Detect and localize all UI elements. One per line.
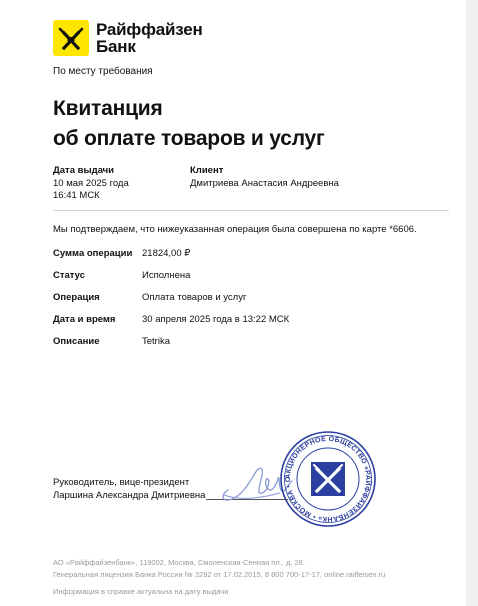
signatory-block — [53, 477, 205, 502]
bank-legal-info — [53, 557, 385, 580]
client-block — [190, 165, 339, 190]
client-label: Клиент — [190, 165, 224, 176]
detail-label: Статус — [53, 270, 86, 281]
issue-date-block — [53, 165, 129, 203]
validity-note: Информация в справке актуальна на дату выдачи — [53, 587, 229, 596]
bank-license: Генеральная лицензия Банка России № 3292 от 17.02.2015, 8 800 700-17-17, online.raiffeisen.ru — [53, 569, 386, 579]
client-name: Дмитриева Анастасия Андреевна — [190, 177, 339, 189]
bank-name — [96, 21, 203, 55]
signatory-name: Ларшина Александра Дмитриевна — [53, 489, 206, 501]
detail-value: 21824,00 ₽ — [142, 248, 191, 259]
document-title — [53, 94, 325, 154]
confirmation-text: Мы подтверждаем, что нижеуказанная операция была совершена по карте *6606. — [53, 224, 417, 235]
bank-name-line2: Банк — [96, 37, 136, 56]
detail-value: Tetrika — [142, 336, 170, 347]
title-line-2: об оплате товаров и услуг — [53, 127, 325, 150]
divider — [53, 210, 449, 211]
issue-date-label: Дата выдачи — [53, 165, 115, 176]
issue-time-value: 16:41 МСК — [53, 190, 100, 201]
bank-stamp — [278, 429, 378, 534]
stamp-text: АКЦИОНЕРНОЕ ОБЩЕСТВО «РАЙФФАЙЗЕНБАНК» • МОСКВА • О — [284, 435, 372, 523]
detail-label: Описание — [53, 336, 100, 347]
detail-label: Операция — [53, 292, 100, 303]
page-edge — [466, 0, 478, 606]
raiffeisen-logo-icon — [53, 20, 89, 56]
detail-value: Исполнена — [142, 270, 191, 281]
detail-label: Сумма операции — [53, 248, 133, 259]
bank-logo — [53, 20, 203, 56]
detail-label: Дата и время — [53, 314, 116, 325]
title-line-1: Квитанция — [53, 97, 163, 120]
detail-value: 30 апреля 2025 года в 13:22 МСК — [142, 314, 290, 325]
document-destination: По месту требования — [53, 66, 153, 77]
detail-value: Оплата товаров и услуг — [142, 292, 247, 303]
bank-address: АО «Райффайзенбанк», 119002, Москва, Смоленская-Сенная пл., д. 28. — [53, 558, 305, 567]
signatory-position: Руководитель, вице-президент — [53, 477, 190, 488]
issue-date-value: 10 мая 2025 года — [53, 177, 129, 189]
bank-name-line1: Райффайзен — [96, 20, 203, 39]
